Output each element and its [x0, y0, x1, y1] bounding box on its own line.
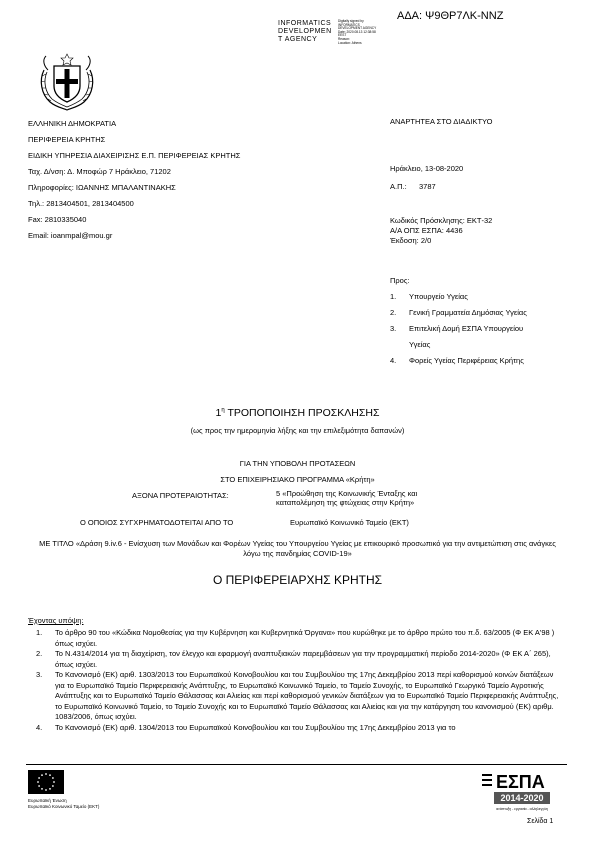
footer-divider: [26, 764, 567, 765]
recipients-list: [390, 273, 527, 369]
list-item: 2. Το Ν.4314/2014 για τη διαχείριση, τον έλεγχο και εφαρμογή αναπτυξιακών παρεμβάσεων για την προγραμματική περίοδο 2014-2020» (Φ ΕΚ Α΄ 265), όπως ισχύει.: [36, 649, 551, 669]
document-title: $1^\eta$ ΤΡΟΠΟΠΟΙΗΣΗ ΠΡΟΣΚΛΗΣΗΣ: [215, 407, 380, 419]
call-program: ΣΤΟ ΕΠΙΧΕΙΡΗΣΙΑΚΟ ΠΡΟΓΡΑΜΜΑ «Κρήτη»: [220, 475, 375, 484]
sender-phone: Τηλ.: 2813404501, 2813404500: [28, 199, 134, 208]
posting-note: ΑΝΑΡΤΗΤΕΑ ΣΤΟ ΔΙΑΔΙΚΤΥΟ: [390, 117, 493, 126]
agency-logo-line: DEVELOPMEN: [278, 28, 332, 35]
document-date: Ηράκλειο, 13-08-2020: [390, 164, 464, 173]
action-title: ΜΕ ΤΙΤΛΟ «Δράση 9.iv.6 - Ενίσχυση των Μονάδων και Φορέων Υγείας του Υπουργείου Υγείας με επικουρικό προσωπικό για την αντιμετώπιση στις ανάγκες λόγω της πανδημίας COVID-19»: [39, 539, 556, 558]
sender-region: ΠΕΡΙΦΕΡΕΙΑ ΚΡΗΤΗΣ: [28, 135, 106, 144]
list-item: 3. Επιτελική Δομή ΕΣΠΑ Υπουργείου: [390, 324, 524, 333]
list-item: 1. Υπουργείο Υγείας: [390, 292, 468, 301]
fund-value: Ευρωπαϊκό Κοινωνικό Ταμείο (ΕΚΤ): [290, 518, 409, 527]
list-item: 1. Το άρθρο 90 του «Κώδικα Νομοθεσίας για την Κυβέρνηση και Κυβερνητικά Όργανα» που κυρώθηκε με το άρθρο πρώτο του π.δ. 63/2005 (Φ ΕΚ Α'98 ) όπως ισχύει.: [36, 628, 555, 648]
document-subtitle: (ως προς την ημερομηνία λήξης και την επιλεξιμότητα δαπανών): [190, 426, 405, 435]
espa-logo-tagline: ανάπτυξη - εργασία - αλληλεγγύη: [496, 807, 548, 811]
list-item: 4. Φορείς Υγείας Περιφέρειας Κρήτης: [390, 356, 524, 365]
greek-coat-of-arms-icon: [36, 50, 98, 112]
sender-country: ΕΛΛΗΝΙΚΗ ΔΗΜΟΚΡΑΤΙΑ: [28, 119, 117, 128]
recipients-label: Προς:: [390, 276, 410, 285]
list-item: 4. Το Κανονισμό (ΕΚ) αριθ. 1304/2013 του Ευρωπαϊκού Κοινοβουλίου και του Συμβουλίου της 17ης Δεκεμβρίου 2013 για το: [36, 722, 456, 732]
list-item: Υγείας: [409, 340, 431, 349]
call-purpose: ΓΙΑ ΤΗΝ ΥΠΟΒΟΛΗ ΠΡΟΤΑΣΕΩΝ: [239, 459, 356, 468]
page-number: Σελίδα 1: [527, 818, 554, 825]
ops-number: Α/Α ΟΠΣ ΕΣΠΑ: 4436: [390, 226, 463, 235]
sender-info: Πληροφορίες: ΙΩΑΝΝΗΣ ΜΠΑΛΑΝΤΙΝΑΚΗΣ: [28, 183, 176, 192]
sender-block: [28, 116, 240, 244]
espa-logo-years: 2014-2020: [500, 793, 544, 803]
sender-address: Ταχ. Δ/νση: Δ. Μποφώρ 7 Ηράκλειο, 71202: [28, 167, 171, 176]
version: Έκδοση: 2/0: [390, 236, 432, 245]
sender-service: ΕΙΔΙΚΗ ΥΠΗΡΕΣΙΑ ΔΙΑΧΕΙΡΙΣΗΣ Ε.Π. ΠΕΡΙΦΕΡΕΙΑΣ ΚΡΗΤΗΣ: [28, 151, 241, 160]
considerations-list: [28, 628, 565, 733]
axis-label: ΑΞΟΝΑ ΠΡΟΤΕΡΑΙΟΤΗΤΑΣ:: [132, 491, 229, 500]
agency-logo-line: T AGENCY: [278, 36, 318, 43]
ada-code: ΑΔΑ: Ψ9ΘΡ7ΛΚ-ΝΝΖ: [397, 10, 504, 22]
sender-email: Email: ioanmpal@mou.gr: [28, 231, 113, 240]
call-code: Κωδικός Πρόσκλησης: ΕΚΤ-32: [390, 216, 493, 225]
section-heading: Ο ΠΕΡΙΦΕΡΕΙΑΡΧΗΣ ΚΡΗΤΗΣ: [212, 573, 383, 587]
axis-value: 5 «Προώθηση της Κοινωνικής Ένταξης και καταπολέμηση της φτώχειας στην Κρήτη»: [276, 489, 418, 507]
list-item: 3. Το Κανονισμό (ΕΚ) αριθ. 1303/2013 του Ευρωπαϊκού Κοινοβουλίου και του Συμβουλίου της 17ης Δεκεμβρίου 2013 περί καθορισμού κοινών διατάξεων για το Ευρωπαϊκό Ταμείο Περιφερειακής Ανάπτυξης, το Ευρωπαϊκό Κοινωνικό Ταμείο, το Ταμείο Συνοχής, το Ευρωπαϊκό Γεωργικό Ταμείο Αγροτικής Ανάπτυξης και το Ευρωπαϊκό Ταμείο Θάλασσας και Αλιείας και περί καθορισμού γενικών διατάξεων για το Ευρωπαϊκό Ταμείο Περιφερειακής Ανάπτυξης, το Ευρωπαϊκό Κοινωνικό Ταμείο, το Ταμείο Συνοχής και το Ευρωπαϊκό Ταμείο Θάλασσας και Αλιείας και για την κατάργηση του κανονισμού (ΕΚ) αριθμ. 1083/2006, όπως ισχύει.: [36, 670, 559, 721]
protocol-number: Α.Π.: 3787: [390, 182, 436, 191]
eu-flag-icon: [28, 770, 64, 794]
agency-logo: [278, 20, 334, 44]
sender-fax: Fax: 2810335040: [28, 215, 87, 224]
agency-logo-line: INFORMATICS: [278, 20, 332, 27]
espa-logo-title: ΕΣΠΑ: [496, 772, 545, 792]
considerations-label: Έχοντας υπόψη:: [28, 616, 84, 625]
espa-logo: [480, 770, 552, 812]
eu-caption: Ευρωπαϊκή Ένωση Ευρωπαϊκό Κοινωνικό Ταμείο (ΕΚΤ): [28, 798, 100, 809]
digital-signature: Digitally signed by INFORMATICS DEVELOPMENT AGENCY Date: 2020.08.13 12:38:58 EEST Reason: Location: Athens: [338, 19, 377, 45]
fund-label: Ο ΟΠΟΙΟΣ ΣΥΓΧΡΗΜΑΤΟΔΟΤΕΙΤΑΙ ΑΠΟ ΤΟ: [80, 518, 234, 527]
list-item: 2. Γενική Γραμματεία Δημόσιας Υγείας: [390, 308, 527, 317]
